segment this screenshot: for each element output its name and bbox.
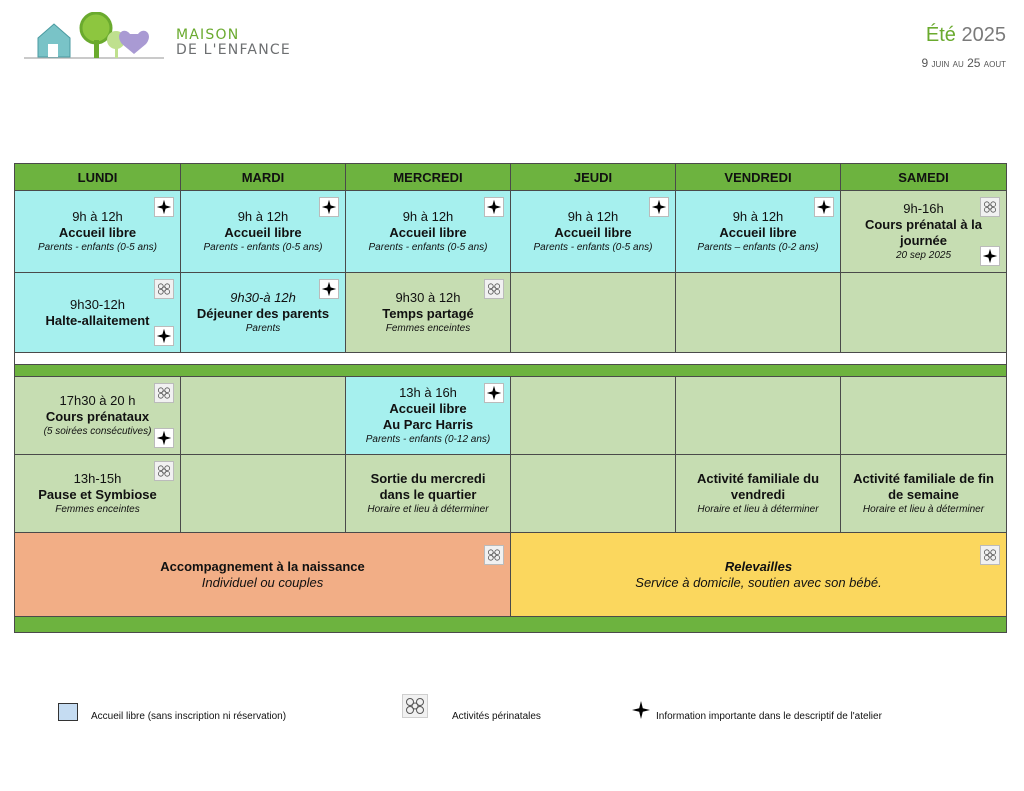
schedule-row bbox=[15, 455, 1007, 533]
legend-info-label: Information importante dans le descriptif de l'atelier bbox=[656, 711, 882, 722]
activity-note: Horaire et lieu à déterminer bbox=[862, 503, 985, 515]
activity-title: Accueil libre bbox=[719, 224, 797, 240]
activity-date: 20 sep 2025 bbox=[895, 249, 952, 261]
day-lundi: LUNDI bbox=[15, 164, 181, 191]
activity-cell-lundi-cours-prenataux bbox=[15, 377, 181, 455]
flower-icon bbox=[154, 383, 174, 403]
activity-note: Horaire et lieu à déterminer bbox=[697, 503, 819, 515]
activity-cell-mercredi-temps-partage bbox=[346, 273, 511, 353]
activity-cell-lundi-accueil bbox=[15, 191, 181, 273]
activity-time: 13h à 16h bbox=[399, 384, 457, 400]
activity-cell-relevailles bbox=[511, 533, 1007, 617]
schedule-row bbox=[15, 273, 1007, 353]
activity-audience: Femmes enceintes bbox=[55, 503, 140, 515]
day-header-row bbox=[15, 164, 1007, 191]
activity-time: 9h à 12h bbox=[567, 208, 619, 224]
activity-title: Pause et Symbiose bbox=[38, 486, 157, 502]
activity-audience: Parents - enfants (0-5 ans) bbox=[368, 241, 488, 253]
activity-title: Accueil libre bbox=[554, 224, 632, 240]
activity-title: Cours prénataux bbox=[45, 408, 150, 424]
activity-audience: Femmes enceintes bbox=[385, 322, 471, 334]
empty-cell bbox=[676, 377, 841, 455]
activity-title: Déjeuner des parents bbox=[196, 305, 330, 321]
legend-accueil-swatch bbox=[58, 703, 78, 721]
day-jeudi: JEUDI bbox=[511, 164, 676, 191]
activity-title: Accueil libre bbox=[389, 224, 467, 240]
activity-title: Accompagnement à la naissance bbox=[160, 558, 365, 574]
row-separator bbox=[15, 353, 1007, 365]
star-icon bbox=[154, 428, 174, 448]
season-title bbox=[926, 24, 1006, 47]
empty-cell bbox=[841, 377, 1007, 455]
flower-icon bbox=[484, 545, 504, 565]
activity-title: Accueil libre bbox=[224, 224, 302, 240]
star-icon bbox=[484, 383, 504, 403]
activity-cell-accompagnement bbox=[15, 533, 511, 617]
activity-time: 9h à 12h bbox=[237, 208, 289, 224]
activity-cell-samedi-familiale bbox=[841, 455, 1007, 533]
activity-title: Accueil libre bbox=[389, 400, 467, 416]
activity-time: 9h30 à 12h bbox=[395, 289, 461, 305]
row-separator bbox=[15, 365, 1007, 377]
star-icon bbox=[814, 197, 834, 217]
activity-title: Cours prénatal à la journée bbox=[864, 216, 983, 248]
empty-cell bbox=[511, 455, 676, 533]
day-mardi: MARDI bbox=[181, 164, 346, 191]
activity-cell-mercredi-sortie bbox=[346, 455, 511, 533]
schedule-row bbox=[15, 377, 1007, 455]
logo-graphic bbox=[24, 12, 174, 64]
activity-audience: Parents - enfants (0-12 ans) bbox=[365, 433, 491, 445]
activity-title: Halte-allaitement bbox=[45, 312, 150, 328]
activity-cell-lundi-pause-symbiose bbox=[15, 455, 181, 533]
date-range: 9 juin au 25 aout bbox=[921, 56, 1006, 70]
activity-time: 13h-15h bbox=[73, 470, 122, 486]
brand-line1: MAISON bbox=[176, 27, 240, 43]
flower-icon bbox=[484, 279, 504, 299]
season-word: Été bbox=[925, 24, 956, 46]
flower-icon bbox=[980, 545, 1000, 565]
star-icon bbox=[319, 279, 339, 299]
star-icon bbox=[319, 197, 339, 217]
star-icon bbox=[154, 197, 174, 217]
brand-line2: DE L'ENFANCE bbox=[176, 42, 291, 58]
activity-description: Service à domicile, soutien avec son bébé. bbox=[635, 574, 882, 590]
activity-time: 9h à 12h bbox=[72, 208, 123, 224]
activity-cell-vendredi-accueil bbox=[676, 191, 841, 273]
flower-icon bbox=[402, 694, 428, 718]
activity-cell-mardi-dejeuner bbox=[181, 273, 346, 353]
activity-title: Activité familiale du vendredi bbox=[696, 470, 820, 502]
activity-audience: (5 soirées consécutives) bbox=[43, 425, 152, 437]
activity-audience: Parents - enfants (0-5 ans) bbox=[203, 241, 323, 253]
flower-icon bbox=[154, 461, 174, 481]
activity-time: 17h30 à 20 h bbox=[59, 392, 136, 408]
star-icon bbox=[154, 326, 174, 346]
star-icon bbox=[980, 246, 1000, 266]
empty-cell bbox=[841, 273, 1007, 353]
activity-cell-vendredi-familiale bbox=[676, 455, 841, 533]
empty-cell bbox=[181, 377, 346, 455]
activity-time: 9h à 12h bbox=[732, 208, 784, 224]
day-vendredi: VENDREDI bbox=[676, 164, 841, 191]
season-year: 2025 bbox=[961, 24, 1006, 46]
activity-time: 9h30-12h bbox=[70, 296, 125, 312]
schedule-row bbox=[15, 191, 1007, 273]
schedule-row bbox=[15, 533, 1007, 617]
activity-cell-samedi-cours-prenatal bbox=[841, 191, 1007, 273]
activity-audience: Parents - enfants (0-5 ans) bbox=[533, 241, 653, 253]
activity-title: Accueil libre bbox=[58, 224, 137, 240]
activity-time: 9h à 12h bbox=[402, 208, 454, 224]
empty-cell bbox=[511, 273, 676, 353]
empty-cell bbox=[181, 455, 346, 533]
activity-cell-mercredi-accueil bbox=[346, 191, 511, 273]
activity-audience: Individuel ou couples bbox=[201, 574, 324, 590]
legend-accueil-label: Accueil libre (sans inscription ni réservation) bbox=[91, 711, 287, 722]
star-icon bbox=[484, 197, 504, 217]
activity-location: Au Parc Harris bbox=[382, 416, 474, 432]
star-icon bbox=[649, 197, 669, 217]
legend-perinatal-label: Activités périnatales bbox=[452, 711, 541, 722]
activity-cell-mercredi-parc-harris bbox=[346, 377, 511, 455]
activity-audience: Parents bbox=[245, 322, 281, 334]
schedule-table bbox=[14, 163, 1007, 633]
star-icon bbox=[632, 701, 650, 719]
activity-title: Temps partagé bbox=[382, 305, 474, 321]
flower-icon bbox=[980, 197, 1000, 217]
empty-cell bbox=[676, 273, 841, 353]
activity-cell-jeudi-accueil bbox=[511, 191, 676, 273]
activity-time: 9h-16h bbox=[903, 200, 944, 216]
activity-cell-lundi-halte bbox=[15, 273, 181, 353]
activity-audience: Parents – enfants (0-2 ans) bbox=[697, 241, 819, 253]
day-samedi: SAMEDI bbox=[841, 164, 1007, 191]
brand-name bbox=[176, 28, 291, 58]
activity-note: Horaire et lieu à déterminer bbox=[367, 503, 489, 515]
activity-time: 9h30-à 12h bbox=[230, 289, 296, 305]
flower-icon bbox=[154, 279, 174, 299]
empty-cell bbox=[511, 377, 676, 455]
row-separator bbox=[15, 617, 1007, 633]
activity-title: Sortie du mercredi dans le quartier bbox=[370, 470, 486, 502]
activity-title: Relevailles bbox=[724, 558, 793, 574]
activity-audience: Parents - enfants (0-5 ans) bbox=[38, 241, 157, 253]
day-mercredi: MERCREDI bbox=[346, 164, 511, 191]
activity-title: Activité familiale de fin de semaine bbox=[853, 470, 994, 502]
activity-cell-mardi-accueil bbox=[181, 191, 346, 273]
